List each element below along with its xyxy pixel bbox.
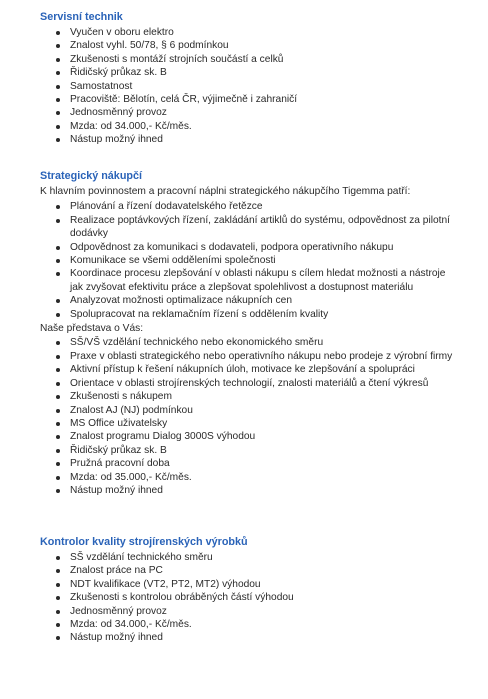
list-item: Znalost práce na PC [70, 564, 460, 577]
list-item: Realizace poptávkových řízení, zakládání artiklů do systému, odpovědnost za pilotní dodávky [70, 214, 460, 241]
list-item: Jednosměnný provoz [70, 106, 460, 119]
list-item: Spolupracovat na reklamačním řízení s oddělením kvality [70, 308, 460, 321]
list-item: Mzda: od 34.000,- Kč/měs. [70, 120, 460, 133]
list-item: Zkušenosti s nákupem [70, 390, 460, 403]
list-item: Znalost programu Dialog 3000S výhodou [70, 430, 460, 443]
section-title: Kontrolor kvality strojírenských výrobků [40, 536, 248, 548]
list-item: Vyučen v oboru elektro [70, 26, 460, 39]
list-item: Řidičský průkaz sk. B [70, 66, 460, 79]
list-item: Pružná pracovní doba [70, 457, 460, 470]
list-item: Aktivní přístup k řešení nákupních úloh, motivace ke zlepšování a spolupráci [70, 363, 460, 376]
list-item: Mzda: od 35.000,- Kč/měs. [70, 471, 460, 484]
list-item: Nástup možný ihned [70, 631, 460, 644]
job-kontrolor-kvality [40, 535, 460, 645]
requirements-list [40, 336, 460, 497]
list-item: SŠ/VŠ vzdělání technického nebo ekonomického směru [70, 336, 460, 349]
list-item: Mzda: od 34.000,- Kč/měs. [70, 618, 460, 631]
duties-intro: K hlavním povinnostem a pracovní náplni strategického nákupčího Tigemma patří: [40, 186, 411, 197]
list-item: SŠ vzdělání technického směru [70, 551, 460, 564]
list-item: Praxe v oblasti strategického nebo operativního nákupu nebo prodeje z výrobní firmy [70, 350, 460, 363]
list-item: Koordinace procesu zlepšování v oblasti nákupu s cílem hledat možnosti a nástroje jak zvyšovat efektivitu práce a zlepšovat spolehlivost a dostupnost materiálu [70, 267, 460, 294]
list-item: Pracoviště: Bělotín, celá ČR, výjimečně i zahraničí [70, 93, 460, 106]
list-item: Komunikace se všemi odděleními společnosti [70, 254, 460, 267]
requirements-list [40, 26, 460, 147]
list-item: Odpovědnost za komunikaci s dodavateli, podpora operativního nákupu [70, 241, 460, 254]
list-item: Zkušenosti s montáží strojních součástí a celků [70, 53, 460, 66]
list-item: Nástup možný ihned [70, 484, 460, 497]
list-item: Znalost AJ (NJ) podmínkou [70, 404, 460, 417]
list-item: Řidičský průkaz sk. B [70, 444, 460, 457]
list-item: MS Office uživatelsky [70, 417, 460, 430]
list-item: NDT kvalifikace (VT2, PT2, MT2) výhodou [70, 578, 460, 591]
list-item: Znalost vyhl. 50/78, § 6 podmínkou [70, 39, 460, 52]
duties-list [40, 200, 460, 321]
job-strategicky-nakupci [40, 169, 460, 497]
list-item: Nástup možný ihned [70, 133, 460, 146]
profile-intro: Naše představa o Vás: [40, 323, 144, 335]
list-item: Orientace v oblasti strojírenských technologií, znalosti materiálů a čtení výkresů [70, 377, 460, 390]
list-item: Jednosměnný provoz [70, 605, 460, 618]
job-servisni-technik [40, 10, 460, 147]
requirements-list [40, 551, 460, 645]
list-item: Plánování a řízení dodavatelského řetězce [70, 200, 460, 213]
list-item: Samostatnost [70, 80, 460, 93]
list-item: Zkušenosti s kontrolou obráběných částí výhodou [70, 591, 460, 604]
section-title: Strategický nákupčí [40, 170, 143, 182]
section-title: Servisní technik [40, 11, 123, 23]
list-item: Analyzovat možnosti optimalizace nákupních cen [70, 294, 460, 307]
